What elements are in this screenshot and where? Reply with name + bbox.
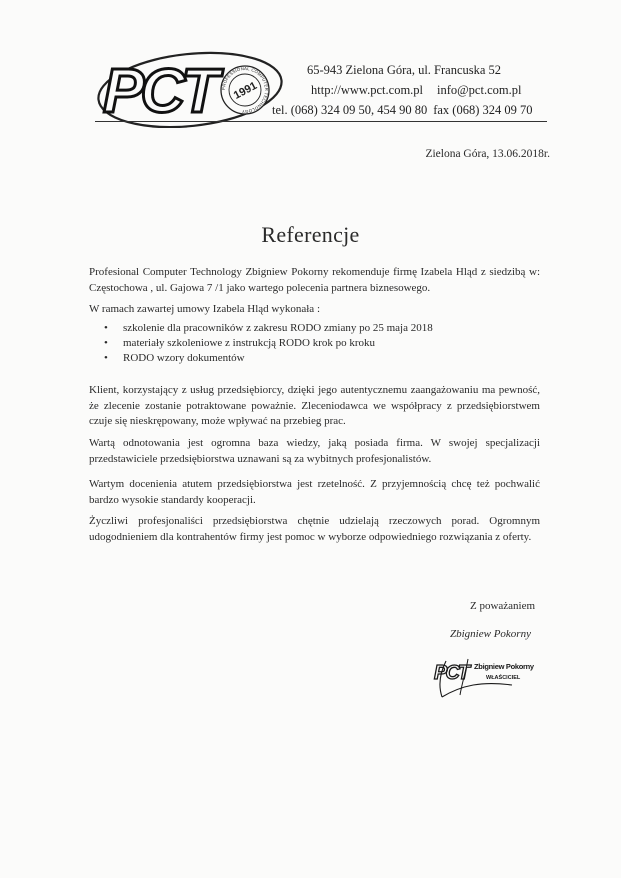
email-link[interactable]: info@pct.com.pl [437,83,522,97]
knowledge-paragraph: Wartą odnotowania jest ogromna baza wiedzy, jaką posiada firma. W swojej specjalizacji przedstawiciele przedsiębiorstwa uznawani są za wybitnych profesjonalistów. [89,437,540,465]
stamp-name: Zbigniew Pokorny [474,662,534,671]
intro-paragraph: Profesional Computer Technology Zbigniew Pokorny rekomenduje firmę Izabela Hląd z siedzibą w: Częstochowa , ul. Gajowa 7 /1 jako wartego polecenia partnera biznesowego. [89,266,540,294]
seal-1991 [221,66,269,114]
stamp-logo: PCT [434,662,468,684]
stamp-role: WŁAŚCICIEL [486,675,521,681]
date-line: Zielona Góra, 13.06.2018r. [425,148,550,160]
signer-name: Zbigniew Pokorny [450,628,531,640]
list-item: • RODO wzory dokumentów [104,351,524,366]
closing-salutation: Z poważaniem [470,600,536,612]
seal-year: 1991 [231,79,260,102]
scope-list [104,321,524,367]
scope-lead: W ramach zawartej umowy Izabela Hląd wykonała : [89,303,320,315]
reliability-paragraph: Wartym docenienia atutem przedsiębiorstwa jest rzetelność. Z przyjemnością chcę też pochwalić bardzo wysokie standardy kooperacji. [89,478,540,506]
client-paragraph: Klient, korzystający z usług przedsiębiorcy, dzięki jego autentycznemu zaangażowaniu ma pewność, że zlecenie zostanie potraktowane poważnie. Zleceniodawca we współpracy z przedsiębiorstwem czuje się nieskrępowany, może wpływać na przebieg prac. [89,384,540,427]
logo-text: PCT [103,57,215,126]
signature-stamp [432,655,547,700]
contact-block [272,60,562,120]
list-item: • szkolenie dla pracowników z zakresu RODO zmiany po 25 maja 2018 [104,321,524,336]
list-item: • materiały szkoleniowe z instrukcją RODO krok po kroku [104,336,524,351]
phone-numbers: tel. (068) 324 09 50, 454 90 80 [272,103,428,117]
seal-ring-text: PROFESSIONAL COMPUTER TECHNOLOGY [220,65,270,115]
company-address: 65-943 Zielona Góra, ul. Francuska 52 [307,63,502,77]
professionals-paragraph: Życzliwi profesjonaliści przedsiębiorstwa chętnie udzielają rzeczowych porad. Ogromnym udogodnieniem dla kontrahentów firmy jest pomoc w wyborze odpowiedniego rozwiązania z oferty. [89,515,540,543]
pct-logo [95,50,285,128]
header-divider [95,121,547,122]
fax-number: fax (068) 324 09 70 [433,103,533,117]
website-link[interactable]: http://www.pct.com.pl [311,83,424,97]
letter-title: Referencje [261,222,360,247]
